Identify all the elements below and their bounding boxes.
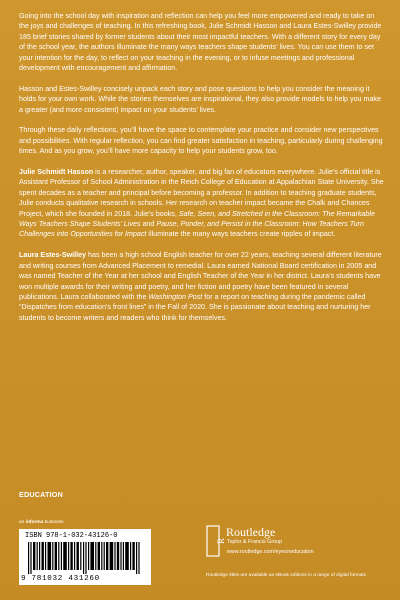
routledge-logo-icon	[206, 525, 226, 557]
publisher-url: www.routledge.com/eyeoneducation	[227, 549, 314, 555]
publisher-group: Taylor & Francis Group	[227, 539, 283, 545]
author-name-hasson: Julie Schmidt Hasson	[19, 168, 94, 177]
bio-text: has been a high school English teacher for over 22 years, teaching several different literature and writing courses from Advanced Placement to remedial. Laura earned National Board certification in 2005 and was named Teacher of the Year at her school and English Teacher of the Year in her district. Laura’s students have won multiple awards for their writing and poetry, and her fiction and poetry have been featured in several publications. Laura collaborated with the	[19, 251, 382, 301]
publication-name: Washington Post	[148, 292, 203, 301]
informa-business-line	[19, 520, 64, 525]
publisher-name: Routledge	[226, 525, 276, 539]
isbn-label: ISBN 978-1-032-43126-0	[25, 532, 118, 540]
bio-text: illuminate the many ways teachers create ripples of impact.	[146, 230, 336, 239]
barcode-bars	[28, 542, 142, 574]
bio-text: for a report on teaching during the pandemic called “Dispatches from education’s front lines” in the Fall of 2020. She is passionate about teaching and nurturing her students to become writers and readers who think for themselves.	[19, 292, 371, 322]
author-bio-hasson	[19, 167, 385, 240]
blurb-paragraph-2: Hasson and Estes-Swilley concisely unpack each story and pose questions to help you consider the meaning it holds for your own work. While the stories themselves are inspirational, they also provide models to help you make a greater (and more consistent) impact on your students’ lives.	[19, 84, 381, 114]
ebook-availability-note: Routledge titles are available as eBook editions in a range of digital formats	[206, 573, 366, 578]
author-name-estes-swilley: Laura Estes-Swilley	[19, 251, 87, 260]
book-title-1: Safe, Seen, and Stretched in the Classroom: The Remarkable Ways Teachers Shape Students’ Lives	[19, 209, 375, 229]
blurb-paragraph-1: Going into the school day with inspiration and reflection can help you feel more empowered and ready to take on the joys and challenges of teaching. In this refreshing book, Julie Schmidt Hasson and Laura Estes-Swilley provide 185 brief stories shared by former students about their most impactful teachers. With a different story for every day of the school year, the authors illuminate the many ways teachers shape students’ lives. You can use them to set your intention for the day, to reflect on your teaching in the evening, or to infuse meetings and professional development with encouragement and affirmation.	[19, 12, 382, 73]
author-bio-estes-swilley	[19, 250, 385, 323]
informa-logo-text: informa	[25, 520, 44, 525]
svg-text:R: R	[216, 537, 226, 545]
informa-prefix: an	[19, 520, 26, 525]
publisher-block	[206, 525, 386, 565]
isbn-barcode	[19, 529, 151, 585]
subject-category: EDUCATION	[19, 490, 63, 499]
blurb-paragraph-3: Through these daily reflections, you’ll have the space to contemplate your practice and consider new perspectives and possibilities. With regular reflection, you can find greater satisfaction in teaching, particularly during challenging times. And as you grow, you’ll have more capacity to help your students grow, too.	[19, 126, 383, 156]
book-title-2: Pause, Ponder, and Persist in the Classroom: How Teachers Turn Challenges into Opportunities for Impact	[19, 220, 364, 239]
bio-text: and	[140, 220, 157, 229]
back-cover-copy	[19, 11, 385, 334]
bio-text: is a researcher, author, speaker, and big fan of educators everywhere. Julie’s official title is Assistant Professor of School Administration in the Reich College of Education at Appalachian State University. She spent decades as a teacher and principal before becoming a professor. In addition to teaching graduate students, Julie conducts qualitative research in schools. Her research on teacher impact became the Chalk and Chances Project, which she founded in 2018. Julie’s books,	[19, 168, 384, 218]
barcode-digits: 9 781032 431260	[21, 575, 100, 583]
informa-suffix: business	[43, 520, 64, 525]
